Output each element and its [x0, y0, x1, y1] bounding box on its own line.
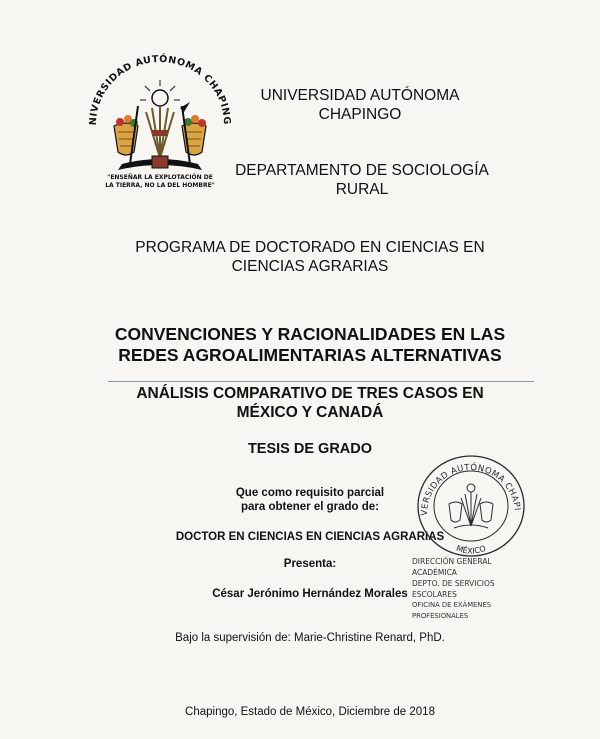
- thesis-subtitle: [80, 384, 540, 422]
- department-name-line1: DEPARTAMENTO DE SOCIOLOGÍA: [235, 162, 489, 179]
- svg-text:UNIVERSIDAD AUTÓNOMA CHAPINGO: [78, 46, 232, 126]
- logo-motto-line1: "ENSEÑAR LA EXPLOTACIÓN DE: [107, 174, 213, 181]
- author-name: César Jerónimo Hernández Morales: [212, 588, 408, 600]
- logo-arc-text: NIVERSIDAD AUTÓNOMA CHAPING: [87, 53, 233, 126]
- place-date: Chapingo, Estado de México, Diciembre de 2018: [185, 706, 435, 718]
- thesis-subtitle-line1: ANÁLISIS COMPARATIVO DE TRES CASOS EN: [136, 385, 484, 402]
- stamp-bottom-text: MÉXICO: [454, 543, 488, 556]
- degree-name: DOCTOR EN CIENCIAS EN CIENCIAS AGRARIAS: [175, 531, 445, 543]
- stamp-arc-text: VERSIDAD AUTÓNOMA CHAPI: [419, 462, 522, 516]
- requirement-text: [190, 486, 430, 514]
- university-name-line2: CHAPINGO: [318, 106, 402, 123]
- thesis-title: [60, 324, 560, 366]
- svg-text:MÉXICO: [455, 544, 487, 556]
- department-name: [222, 161, 502, 199]
- program-name-line2: CIENCIAS AGRARIAS: [231, 258, 389, 275]
- department-name-line2: RURAL: [335, 181, 389, 198]
- thesis-title-line1: CONVENCIONES Y RACIONALIDADES EN LAS: [114, 324, 506, 344]
- thesis-label: TESIS DE GRADO: [247, 441, 373, 457]
- university-name: [240, 86, 480, 124]
- university-name-line1: UNIVERSIDAD AUTÓNOMA: [260, 87, 460, 104]
- program-name-line1: PROGRAMA DE DOCTORADO EN CIENCIAS EN: [135, 239, 485, 256]
- stamp-emblem-icon: [449, 484, 493, 528]
- logo-emblem-icon: [114, 80, 206, 170]
- stamp-caption-line1: DIRECCIÓN GENERAL ACADÉMICA: [412, 557, 492, 577]
- presents-label: Presenta:: [283, 558, 337, 570]
- title-divider: [108, 381, 534, 382]
- stamp-caption-line3: OFICINA DE EXÁMENES PROFESIONALES: [412, 601, 492, 620]
- requirement-line2: para obtener el grado de:: [240, 501, 380, 513]
- thesis-subtitle-line2: MÉXICO Y CANADÁ: [236, 404, 384, 421]
- logo-motto-line2: LA TIERRA, NO LA DEL HOMBRE": [105, 182, 215, 189]
- program-name: [80, 238, 540, 276]
- stamp-caption-line2: DEPTO. DE SERVICIOS ESCOLARES: [412, 579, 495, 599]
- thesis-title-line2: REDES AGROALIMENTARIAS ALTERNATIVAS: [118, 345, 502, 365]
- supervision-text: Bajo la supervisión de: Marie-Christine Renard, PhD.: [175, 632, 445, 644]
- stamp-caption: [412, 556, 532, 622]
- official-stamp: [414, 452, 528, 558]
- svg-text:UNIVERSIDAD AUTÓNOMA CHAPINGO: [414, 452, 522, 516]
- requirement-line1: Que como requisito parcial: [235, 487, 385, 499]
- university-logo: [78, 46, 242, 196]
